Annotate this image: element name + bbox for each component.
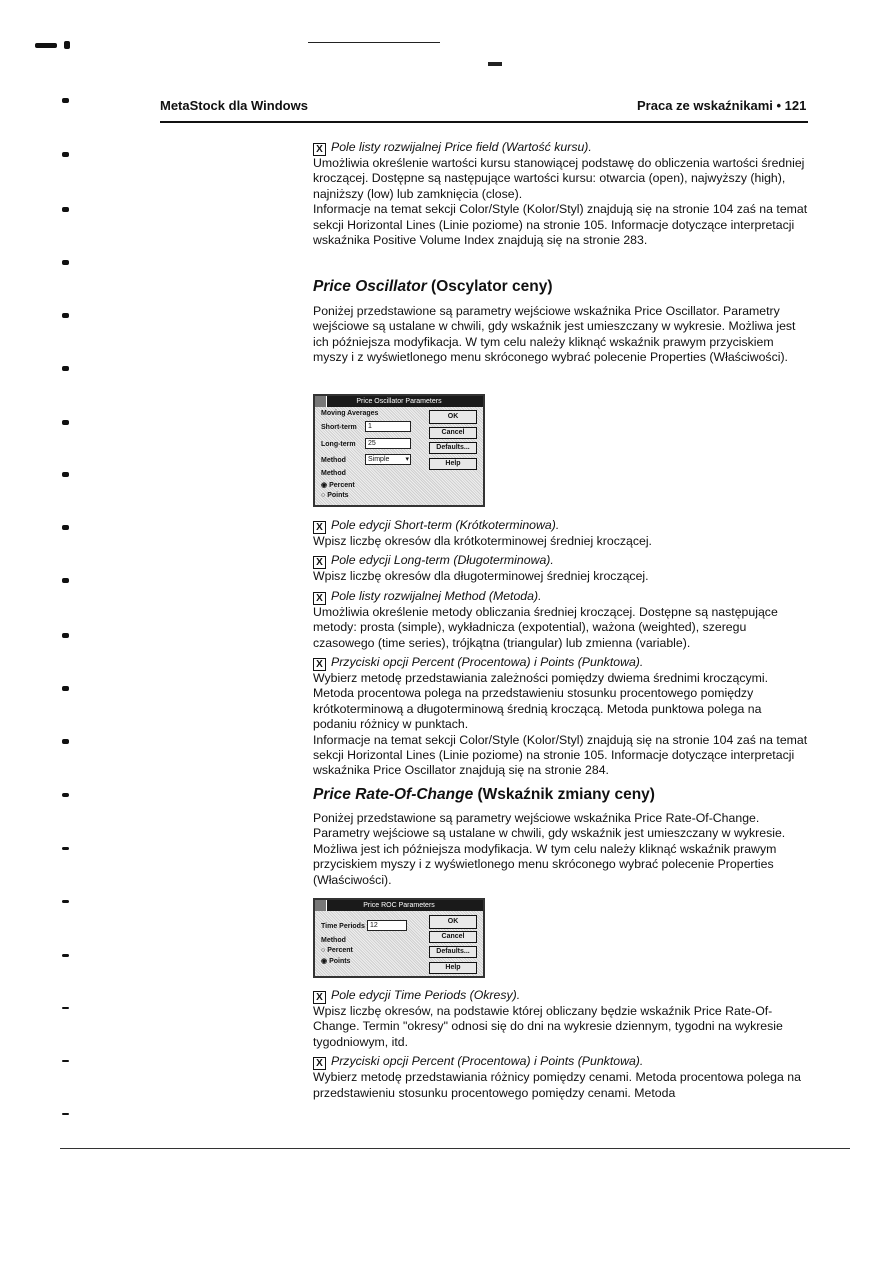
method-select[interactable]: Simple ▾ bbox=[365, 454, 411, 465]
ok-button[interactable]: OK bbox=[429, 915, 477, 929]
top-dash bbox=[488, 62, 502, 66]
header-rule bbox=[160, 121, 808, 123]
checkbox-icon: X bbox=[313, 143, 326, 156]
item-label: X Pole edycji Short-term (Krótkoterminowa). bbox=[313, 518, 808, 534]
system-menu-icon[interactable] bbox=[315, 900, 327, 911]
info-text: Informacje na temat sekcji Color/Style (Kolor/Styl) znajdują się na stronie 104 zaś na temat sekcji Horizontal Lines (Linie poziome) na stronie 105. Informacje dotyczące interpretacji wskaźnika Positive Volume Index znajdują się na stronie 283. bbox=[313, 202, 808, 248]
item-label: X Pole listy rozwijalnej Method (Metoda). bbox=[313, 589, 808, 605]
checkbox-icon: X bbox=[313, 592, 326, 605]
cancel-button[interactable]: Cancel bbox=[429, 427, 477, 439]
item-label: X Pole edycji Long-term (Długoterminowa). bbox=[313, 553, 808, 569]
checkbox-icon: X bbox=[313, 521, 326, 534]
cancel-button[interactable]: Cancel bbox=[429, 931, 477, 943]
dialog-titlebar: Price ROC Parameters bbox=[315, 900, 483, 911]
item-label: X Przyciski opcji Percent (Procentowa) i Points (Punktowa). bbox=[313, 1054, 808, 1070]
info-text: Informacje na temat sekcji Color/Style (Kolor/Styl) znajdują się na stronie 104 zaś na temat sekcji Horizontal Lines (Linie poziome) na stronie 105. Informacje dotyczące interpretacji wskaźnika Price Oscillator znajdują się na stronie 284. bbox=[313, 732, 808, 778]
item-text: Wybierz metodę przedstawiania zależności pomiędzy dwiema średnimi kroczącymi. Metoda procentowa polega na przedstawieniu stosunku procentowego pomiędzy krótkoterminową a długoterminową średnią kroczącą. Metoda punktowa polega na podaniu różnicy w punktach. bbox=[313, 671, 769, 732]
radio-percent[interactable]: ○ Percent bbox=[321, 947, 353, 954]
item-text: Wpisz liczbę okresów dla długoterminowej średniej kroczącej. bbox=[313, 569, 649, 584]
time-periods-field[interactable]: 12 bbox=[367, 920, 407, 931]
checkbox-icon: X bbox=[313, 1057, 326, 1070]
short-term-label: Short-term bbox=[321, 424, 357, 431]
method-group-label: Method bbox=[321, 937, 346, 944]
radio-points[interactable]: ◉ Points bbox=[321, 958, 351, 965]
price-roc-dialog bbox=[313, 898, 485, 978]
section-positive-volume bbox=[313, 140, 808, 248]
item-label: X Pole listy rozwijalnej Price field (Wartość kursu). bbox=[313, 140, 808, 156]
intro-text: Poniżej przedstawione są parametry wejściowe wskaźnika Price Rate-Of-Change. Parametry wejściowe są ustalane w chwili, gdy wskaźnik jest umieszczany w wykresie. Możliwa jest ich późniejsza modyfikacja. W tym celu należy kliknąć wskaźnik prawym przyciskiem myszy i z wyświetlonego menu skróconego wybrać polecenie Properties (Właściwości). bbox=[313, 811, 786, 887]
radio-points[interactable]: ○ Points bbox=[321, 492, 349, 499]
item-text: Wpisz liczbę okresów dla krótkoterminowej średniej kroczącej. bbox=[313, 534, 652, 548]
intro-text: Poniżej przedstawione są parametry wejściowe wskaźnika Price Oscillator. Parametry wejściowe są ustalane w chwili, gdy wskaźnik jest umieszczany w wykresie. Możliwa jest ich późniejsza modyfikacja. W tym celu należy kliknąć wskaźnik prawym przyciskiem myszy i z wyświetlonego menu skróconego wybrać polecenie Properties (Właściwości). bbox=[313, 304, 796, 365]
ok-button[interactable]: OK bbox=[429, 410, 477, 424]
long-term-label: Long-term bbox=[321, 441, 356, 448]
help-button[interactable]: Help bbox=[429, 962, 477, 974]
item-label: X Pole edycji Time Periods (Okresy). bbox=[313, 988, 808, 1004]
group-label: Moving Averages bbox=[321, 410, 379, 417]
item-text: Umożliwia określenie metody obliczania średniej kroczącej. Dostępne są następujące metody: prosta (simple), wykładnicza (expotential), ważona (weighted), szeregu czasowego (time series), trójkątna (triangular) lub zmienna (variable). bbox=[313, 604, 778, 650]
section-intro bbox=[313, 811, 808, 888]
short-term-field[interactable]: 1 bbox=[365, 421, 411, 432]
time-periods-label: Time Periods bbox=[321, 923, 365, 930]
footer-rule bbox=[60, 1148, 850, 1149]
top-rule bbox=[308, 42, 440, 43]
method-label: Method bbox=[321, 457, 346, 464]
checkbox-icon: X bbox=[313, 991, 326, 1004]
dialog-titlebar: Price Oscillator Parameters bbox=[315, 396, 483, 407]
method-group-label: Method bbox=[321, 470, 346, 477]
section-heading: Price Oscillator (Oscylator ceny) bbox=[313, 278, 553, 295]
section-heading: Price Rate-Of-Change (Wskaźnik zmiany ceny) bbox=[313, 786, 655, 803]
chevron-down-icon: ▾ bbox=[405, 456, 409, 463]
price-oscillator-dialog bbox=[313, 394, 485, 507]
item-text: Umożliwia określenie wartości kursu stanowiącej podstawę do obliczenia wartości średniej kroczącej. Dostępne są następujące wartości kursu: otwarcia (open), najwyższy (high), najniższy (low) lub zamknięcia (close). bbox=[313, 156, 805, 201]
defaults-button[interactable]: Defaults... bbox=[429, 442, 477, 454]
system-menu-icon[interactable] bbox=[315, 396, 327, 407]
section-intro bbox=[313, 304, 808, 366]
item-text: Wpisz liczbę okresów, na podstawie której obliczany będzie wskaźnik Price Rate-Of-Change. Termin "okresy" odnosi się do dni na wykresie dziennym, tygodni na wykresie tygodniowym, itd. bbox=[313, 1004, 783, 1049]
help-button[interactable]: Help bbox=[429, 458, 477, 470]
defaults-button[interactable]: Defaults... bbox=[429, 946, 477, 958]
running-header-left: MetaStock dla Windows bbox=[160, 98, 308, 113]
item-text: Wybierz metodę przedstawiania różnicy pomiędzy cenami. Metoda procentowa polega na przedstawieniu stosunku procentowego pomiędzy cenami. Metoda bbox=[313, 1070, 801, 1100]
section-roc-items bbox=[313, 988, 808, 1101]
long-term-field[interactable]: 25 bbox=[365, 438, 411, 449]
item-label: X Przyciski opcji Percent (Procentowa) i Points (Punktowa). bbox=[313, 655, 808, 671]
checkbox-icon: X bbox=[313, 556, 326, 569]
radio-percent[interactable]: ◉ Percent bbox=[321, 482, 355, 489]
running-header-right: Praca ze wskaźnikami • 121 bbox=[637, 98, 807, 113]
section-oscillator-items bbox=[313, 518, 808, 779]
checkbox-icon: X bbox=[313, 658, 326, 671]
